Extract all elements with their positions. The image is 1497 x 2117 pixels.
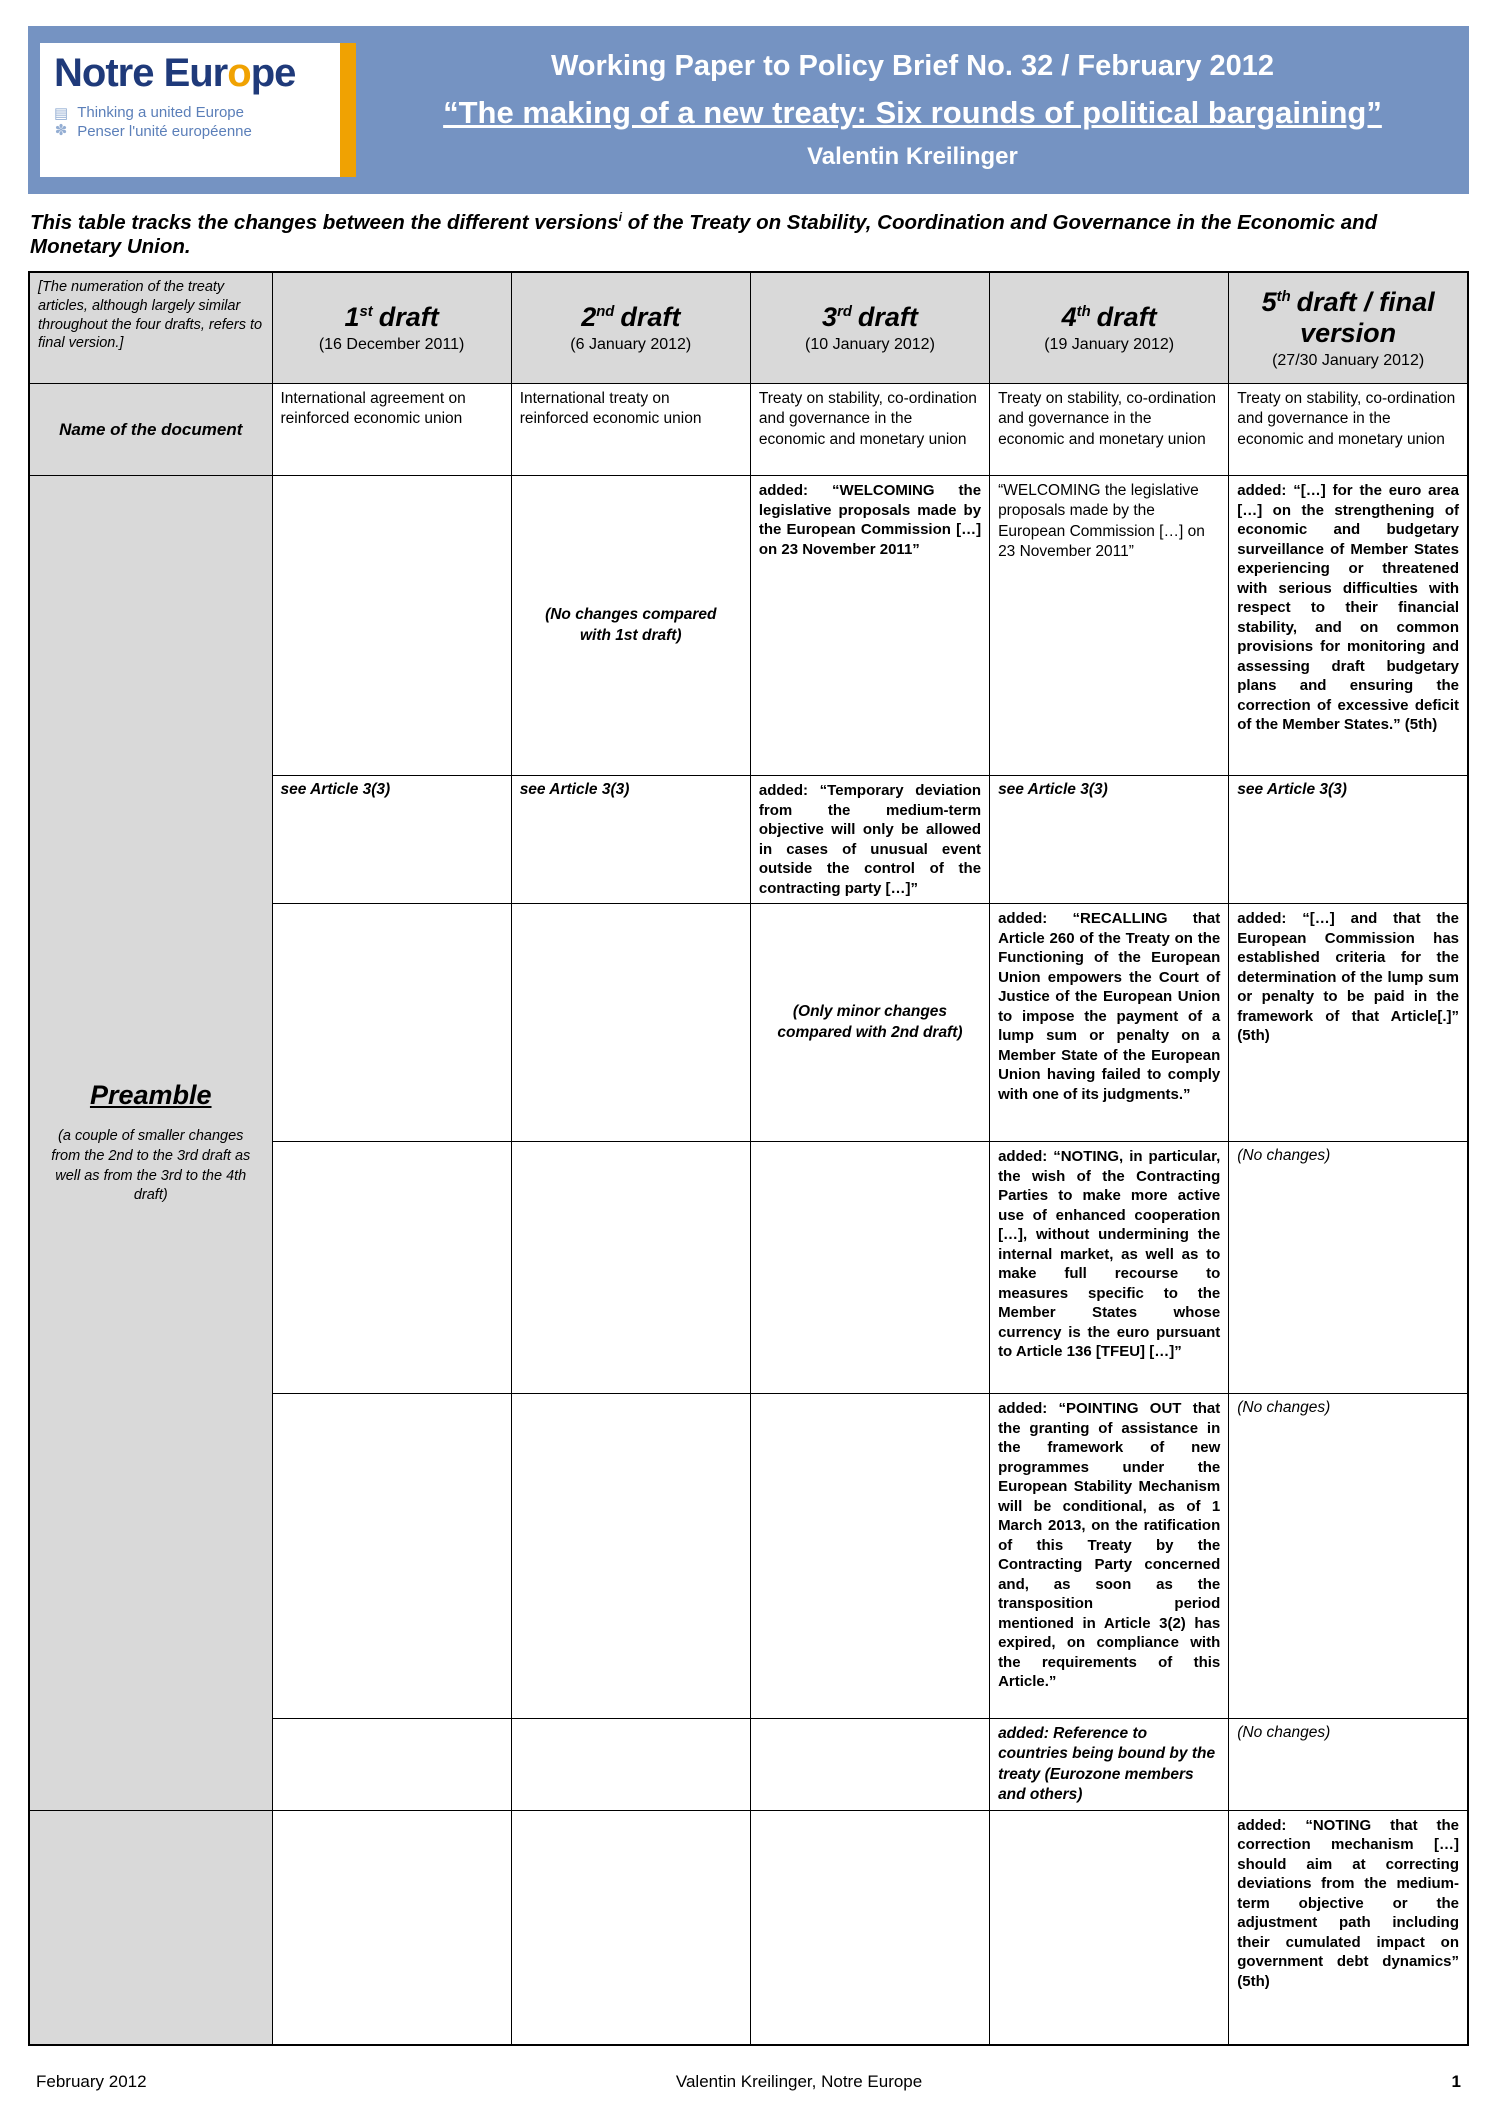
footer-date: February 2012 [36,2072,147,2092]
cell-final-draft-5: added: “NOTING that the correction mechanism […] should aim at correcting deviations from the medium-term objective or the adjustment path including their cumulated impact on government debt dynamics” (5th) [1229,1810,1468,2045]
cell-preamble-3-draft-1 [272,904,511,1142]
cell-preamble-2-draft-1: see Article 3(3) [272,776,511,904]
section-label-empty [29,1810,272,2045]
cell-preamble-4-draft-5: (No changes) [1229,1142,1468,1394]
cell-preamble-1-draft-3: added: “WELCOMING the legislative proposals made by the European Commission […] on 23 November 2011” [750,476,989,776]
cell-preamble-3-draft-5: added: “[…] and that the European Commission has established criteria for the determination of the lump sum or penalty to be paid in the framework of that Article[.]” (5th) [1229,904,1468,1142]
draft-3-word: draft [857,302,918,333]
name-cell-draft-4: Treaty on stability, co-ordination and governance in the economic and monetary union [990,384,1229,476]
draft-1-word: draft [378,302,439,333]
cell-preamble-2-draft-5: see Article 3(3) [1229,776,1468,904]
cell-preamble-2-draft-2: see Article 3(3) [511,776,750,904]
logo-accent-stripe [340,43,356,177]
paper-title: Working Paper to Policy Brief No. 32 / February 2012 [550,49,1275,82]
draft-2-title [520,302,742,333]
eu-stars-icon: ✽ [54,121,68,139]
cell-preamble-6-draft-2 [511,1719,750,1811]
draft-3-title [759,302,981,333]
cell-preamble-1-draft-4: “WELCOMING the legislative proposals made by the European Commission […] on 23 November 2011” [990,476,1229,776]
draft-5-ordinal: 5 [1261,286,1277,317]
paper-author: Valentin Kreilinger [807,142,1018,170]
col-header-draft-5-final [1229,272,1468,384]
draft-3-ordinal-suffix: rd [837,304,852,321]
draft-5-word: draft / final version [1296,286,1435,348]
cell-preamble-1-draft-2: (No changes compared with 1st draft) [511,476,750,776]
draft-5-date: (27/30 January 2012) [1272,351,1425,369]
cell-preamble-1-draft-5: added: “[…] for the euro area […] on the strengthening of economic and budgetary surveillance of Member States experiencing or threatened with serious difficulties with respect to their financial stability, and on common provisions for monitoring and assessing draft budgetary plans and ensuring the correction of excessive deficit of the Member States.” (5th) [1229,476,1468,776]
draft-5-title [1237,287,1459,349]
eu-flag-icon: ▤ [54,105,69,123]
cell-preamble-5-draft-1 [272,1394,511,1719]
draft-1-ordinal-suffix: st [359,304,373,321]
draft-3-ordinal: 3 [822,302,838,333]
brand-wordmark [54,51,328,95]
cell-preamble-3-draft-4: added: “RECALLING that Article 260 of the Treaty on the Functioning of the European Union empowers the Court of Justice of the European Union to impose the payment of a lump sum or penalty on a Member State of the European Union having failed to comply with one of its judgments.” [990,904,1229,1142]
corner-note: [The numeration of the treaty articles, although largely similar throughout the four drafts, refers to final version.] [29,272,272,384]
draft-4-title [998,302,1220,333]
intro-text-after: of the Treaty on Stability, Coordination and Governance in the Economic and Monetary Union. [30,210,1378,258]
cell-preamble-4-draft-3 [750,1142,989,1394]
col-header-draft-2 [511,272,750,384]
cell-preamble-5-draft-5: (No changes) [1229,1394,1468,1719]
draft-4-word: draft [1096,302,1157,333]
cell-preamble-4-draft-4: added: “NOTING, in particular, the wish of the Contracting Parties to make more active use of enhanced cooperation […], without undermining the internal market, as well as to make full recourse to measures specific to the Member States whose currency is the euro pursuant to Article 136 [TFEU] […]” [990,1142,1229,1394]
name-cell-draft-1: International agreement on reinforced economic union [272,384,511,476]
col-header-draft-4 [990,272,1229,384]
draft-1-ordinal: 1 [344,302,360,333]
brand-text-1: Notre Eur [54,51,228,95]
cell-preamble-5-draft-4: added: “POINTING OUT that the granting of assistance in the framework of new programmes under the European Stability Mechanism will be conditional, as of 1 March 2013, on the ratification of this Treaty by the Contracting Party concerned and, as soon as the transposition period mentioned in Article 3(2) has expired, on compliance with the requirements of this Article.” [990,1394,1229,1719]
footer-author: Valentin Kreilinger, Notre Europe [675,2072,923,2092]
cell-preamble-4-draft-1 [272,1142,511,1394]
paper-subtitle: “The making of a new treaty: Six rounds of political bargaining” [443,94,1382,130]
page-footer [28,2072,1469,2092]
logo-tagline-row [54,104,328,142]
cell-preamble-5-draft-2 [511,1394,750,1719]
cell-preamble-5-draft-3 [750,1394,989,1719]
cell-preamble-3-draft-3: (Only minor changes compared with 2nd draft) [750,904,989,1142]
cell-preamble-2-draft-3: added: “Temporary deviation from the medium-term objective will only be allowed in cases of unusual event outside the control of the contracting party […]” [750,776,989,904]
cell-preamble-6-draft-4: added: Reference to countries being bound by the treaty (Eurozone members and others) [990,1719,1229,1811]
name-cell-draft-5: Treaty on stability, co-ordination and governance in the economic and monetary union [1229,384,1468,476]
cell-final-draft-1 [272,1810,511,2045]
logo-taglines [77,104,252,142]
name-cell-draft-2: International treaty on reinforced economic union [511,384,750,476]
draft-4-ordinal-suffix: th [1076,304,1091,321]
footnote-marker: i [618,210,623,224]
draft-1-title [281,302,503,333]
draft-4-ordinal: 4 [1061,302,1077,333]
draft-2-ordinal-suffix: nd [596,304,615,321]
draft-4-date: (19 January 2012) [1044,336,1175,354]
cell-preamble-3-draft-2 [511,904,750,1142]
cell-preamble-1-draft-1 [272,476,511,776]
col-header-draft-3 [750,272,989,384]
brand-text-2: pe [250,51,296,95]
draft-2-date: (6 January 2012) [570,336,692,354]
name-of-document-label: Name of the document [29,384,272,476]
preamble-note: (a couple of smaller changes from the 2nd to the 3rd draft as well as from the 3rd to the 4th draft) [51,1128,251,1204]
cell-final-draft-4 [990,1810,1229,2045]
tagline-french: Penser l'unité européenne [77,122,252,140]
preamble-title: Preamble [89,1080,212,1111]
cell-final-draft-3 [750,1810,989,2045]
treaty-comparison-table [28,271,1469,2047]
logo-icons [54,106,68,139]
cell-preamble-6-draft-1 [272,1719,511,1811]
name-cell-draft-3: Treaty on stability, co-ordination and governance in the economic and monetary union [750,384,989,476]
cell-final-draft-2 [511,1810,750,2045]
cell-preamble-6-draft-5: (No changes) [1229,1719,1468,1811]
cell-preamble-6-draft-3 [750,1719,989,1811]
brand-accent-letter: o [227,51,251,95]
col-header-draft-1 [272,272,511,384]
page-number: 1 [1451,2072,1461,2092]
draft-1-date: (16 December 2011) [318,336,465,354]
draft-5-ordinal-suffix: th [1276,288,1291,305]
notre-europe-logo [40,43,340,177]
tagline-english: Thinking a united Europe [77,104,244,121]
cell-preamble-4-draft-2 [511,1142,750,1394]
intro-text-before: This table tracks the changes between the different versions [30,210,619,234]
draft-2-ordinal: 2 [581,302,597,333]
header-titles [356,50,1469,171]
draft-2-word: draft [620,302,681,333]
draft-3-date: (10 January 2012) [805,336,935,354]
header-band [28,26,1469,194]
cell-preamble-2-draft-4: see Article 3(3) [990,776,1229,904]
preamble-label [29,476,272,1811]
intro-line [30,210,1467,259]
